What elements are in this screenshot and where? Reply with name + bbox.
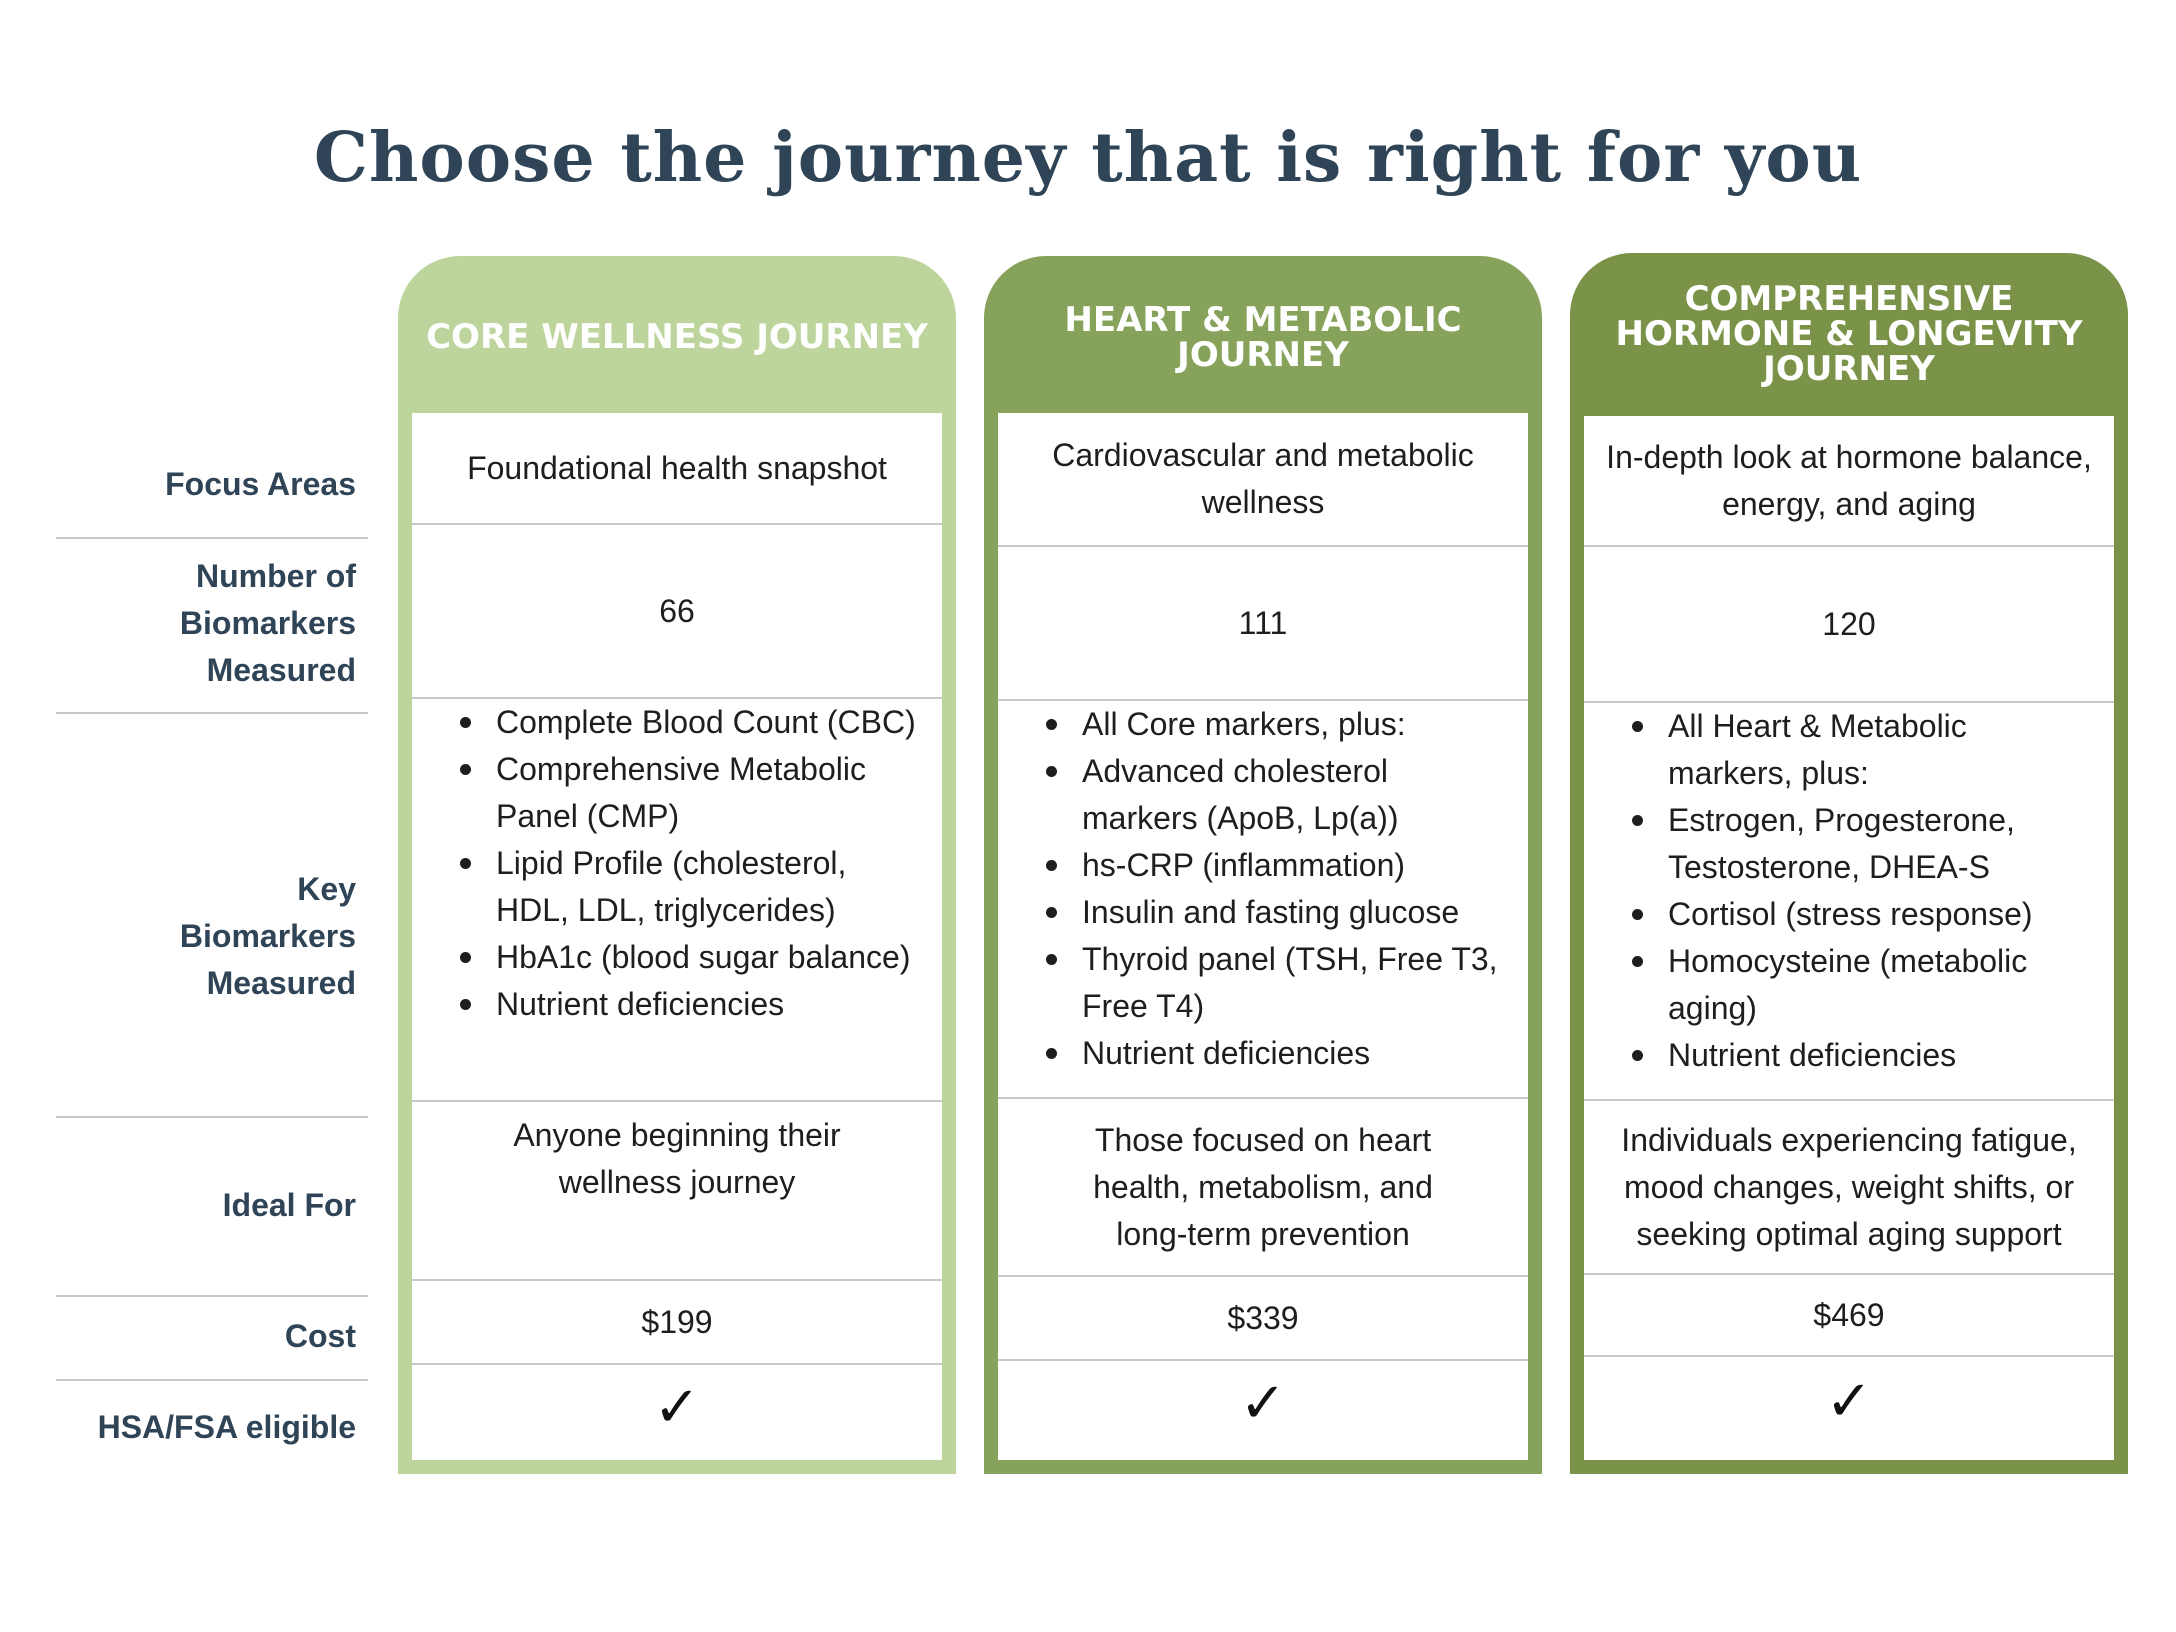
list-item: Estrogen, Progesterone, Testosterone, DHEA-S (1626, 797, 2062, 891)
bullet-icon (460, 764, 471, 775)
bullet-icon (1632, 721, 1643, 732)
bullet-icon (1046, 719, 1057, 730)
cost-value: $469 (1813, 1296, 1885, 1333)
plan-header: COMPREHENSIVE HORMONE & LONGEVITY JOURNEY (1615, 279, 2083, 389)
list-item: Insulin and fasting glucose (1040, 889, 1506, 936)
row-label-focus-areas: Focus Areas (165, 466, 356, 502)
list-item: HbA1c (blood sugar balance) (454, 934, 920, 981)
bullet-icon (1046, 766, 1057, 777)
row-label-key-biomarkers: Key Biomarkers Measured (179, 871, 356, 1001)
bullet-icon (1046, 1048, 1057, 1059)
page-title: Choose the journey that is right for you (313, 118, 1863, 198)
list-item: Nutrient deficiencies (1040, 1030, 1506, 1077)
biomarker-count: 111 (1238, 604, 1288, 641)
key-biomarkers-list (1584, 703, 2114, 1099)
cost-value: $199 (641, 1303, 713, 1340)
plan-body (998, 413, 1528, 1460)
key-biomarkers-list (998, 701, 1528, 1097)
bullet-icon (460, 952, 471, 963)
row-divider (56, 712, 368, 714)
bullet-icon (1632, 815, 1643, 826)
bullet-icon (1632, 909, 1643, 920)
list-item: All Core markers, plus: (1040, 701, 1506, 748)
row-divider (56, 1295, 368, 1297)
plan-card-heart-metabolic (984, 256, 1542, 1474)
checkmark-icon: ✓ (653, 1374, 701, 1440)
bullet-icon (460, 858, 471, 869)
ideal-for-value: Individuals experiencing fatigue, mood changes, weight shifts, or seeking optimal aging support (1621, 1121, 2077, 1252)
plan-card-hormone-longevity (1570, 253, 2128, 1474)
biomarker-count: 120 (1822, 605, 1876, 642)
plan-header: CORE WELLNESS JOURNEY (426, 317, 928, 357)
list-item: Comprehensive Metabolic Panel (CMP) (454, 746, 920, 840)
checkmark-icon: ✓ (1239, 1370, 1287, 1436)
bullet-icon (1632, 956, 1643, 967)
row-label-cost: Cost (284, 1318, 356, 1354)
ideal-for-value: Anyone beginning their wellness journey (513, 1117, 841, 1200)
bullet-icon (460, 999, 471, 1010)
ideal-for-value: Those focused on heart health, metabolism, and long-term prevention (1093, 1121, 1433, 1252)
list-item: Nutrient deficiencies (454, 981, 920, 1028)
checkmark-icon: ✓ (1825, 1368, 1873, 1434)
focus-area-value: In-depth look at hormone balance, energy, and aging (1606, 438, 2092, 522)
plan-body (1584, 416, 2114, 1460)
list-item: Advanced cholesterol markers (ApoB, Lp(a)) (1040, 748, 1506, 842)
focus-area-value: Cardiovascular and metabolic wellness (1052, 437, 1474, 520)
plan-header: HEART & METABOLIC JOURNEY (1064, 299, 1462, 375)
list-item: Lipid Profile (cholesterol, HDL, LDL, triglycerides) (454, 840, 920, 934)
focus-area-value: Foundational health snapshot (467, 449, 887, 486)
row-divider (56, 1116, 368, 1118)
key-biomarkers-list (412, 699, 942, 1100)
list-item: hs-CRP (inflammation) (1040, 842, 1506, 889)
row-label-ideal-for: Ideal For (222, 1187, 356, 1223)
row-divider (56, 537, 368, 539)
row-label-hsa-fsa-eligible: HSA/FSA eligible (97, 1409, 356, 1445)
row-divider (56, 1379, 368, 1381)
list-item: Homocysteine (metabolic aging) (1626, 938, 2062, 1032)
plan-card-core-wellness (398, 256, 956, 1474)
list-item: All Heart & Metabolic markers, plus: (1626, 703, 2062, 797)
cost-value: $339 (1227, 1299, 1299, 1336)
list-item: Nutrient deficiencies (1626, 1032, 2062, 1079)
list-item: Thyroid panel (TSH, Free T3, Free T4) (1040, 936, 1506, 1030)
row-label-number-of-biomarkers: Number of Biomarkers Measured (179, 558, 356, 688)
bullet-icon (1046, 907, 1057, 918)
bullet-icon (460, 717, 471, 728)
bullet-icon (1046, 860, 1057, 871)
plan-body (412, 413, 942, 1460)
bullet-icon (1046, 954, 1057, 965)
list-item: Cortisol (stress response) (1626, 891, 2062, 938)
bullet-icon (1632, 1050, 1643, 1061)
biomarker-count: 66 (659, 592, 695, 629)
list-item: Complete Blood Count (CBC) (454, 699, 920, 746)
